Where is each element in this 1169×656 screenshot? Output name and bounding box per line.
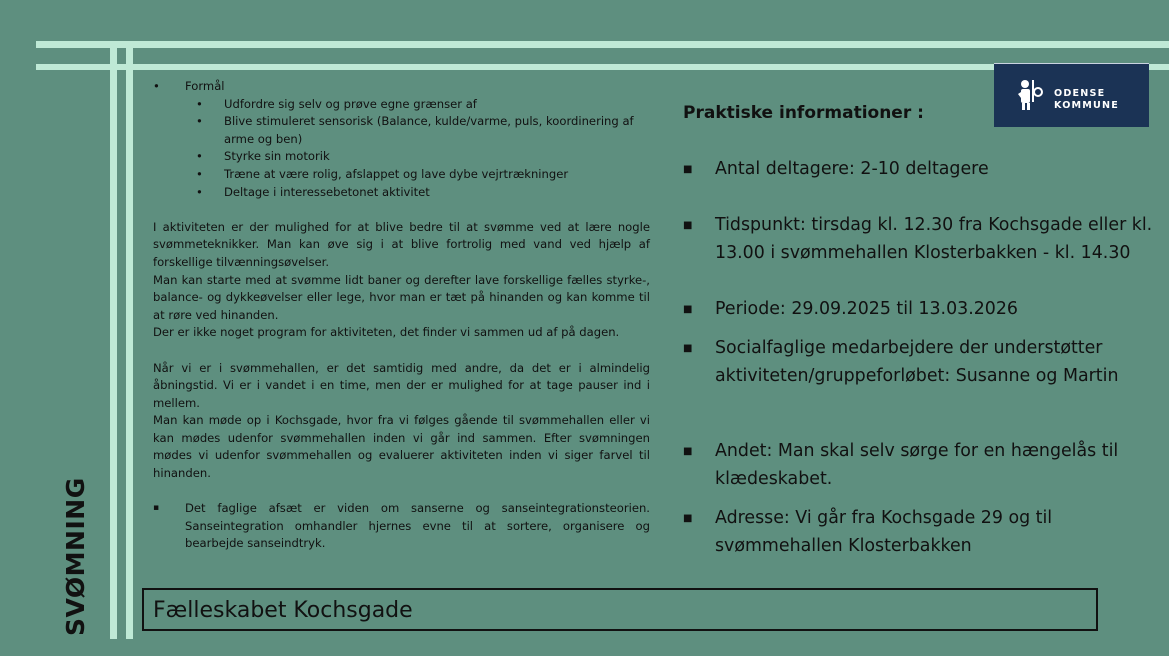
left-frame-line-1 bbox=[110, 41, 117, 639]
practical-info bbox=[683, 100, 1163, 556]
info-item-address: ■ Adresse: Vi går fra Kochsgade 29 og til svømmehallen Klosterbakken bbox=[683, 505, 1167, 560]
purpose-item: • Deltage i interessebetonet aktivitet bbox=[153, 184, 650, 202]
side-title: SVØMNING bbox=[61, 477, 90, 636]
left-frame-line-2 bbox=[126, 41, 133, 639]
purpose-item: • Træne at være rolig, afslappet og lave dybe vejrtrækninger bbox=[153, 166, 650, 184]
paragraph: Man kan møde op i Kochsgade, hvor fra vi følges gående til svømmehallen eller vi kan mødes udenfor svømmehallen inden vi går ind sammen. Efter svømningen mødes vi udenfor svømmehallen og evaluerer aktiviteten inden vi siger farvel til hinanden. bbox=[153, 413, 650, 481]
footer-box bbox=[142, 588, 1098, 631]
paragraph: Når vi er i svømmehallen, er det samtidig med andre, da det er i almindelig åbningstid. Vi er i vandet i en time, men der er mulighed for at tage pauser ind i mellem. bbox=[153, 360, 650, 410]
purpose-item: • Styrke sin motorik bbox=[153, 148, 650, 166]
purpose-heading: • Formål bbox=[153, 78, 650, 96]
paragraph: Der er ikke noget program for aktiviteten, det finder vi sammen ud af på dagen. bbox=[153, 325, 620, 340]
logo-line-1: ODENSE bbox=[1054, 88, 1106, 99]
info-item-period: ■ Periode: 29.09.2025 til 13.03.2026 bbox=[683, 296, 1167, 324]
info-item-time: ■ Tidspunkt: tirsdag kl. 12.30 fra Kochsgade eller kl. 13.00 i svømmehallen Klosterbakken - kl. 14.30 bbox=[683, 212, 1167, 267]
paragraph: Man kan starte med at svømme lidt baner og derefter lave forskellige fælles styrke-, balance- og dykkeøvelser eller lege, hvor man er tæt på hinanden og kan komme til at røre ved hinanden. bbox=[153, 272, 650, 322]
info-item-participants: ■ Antal deltagere: 2-10 deltagere bbox=[683, 156, 1167, 184]
activity-description bbox=[153, 78, 650, 553]
top-frame-line bbox=[36, 41, 1169, 48]
purpose-item: • Udfordre sig selv og prøve egne grænser af bbox=[153, 96, 650, 114]
purpose-item: • Blive stimuleret sensorisk (Balance, kulde/varme, puls, koordinering af arme og ben) bbox=[153, 113, 650, 148]
theory-bullet: ▪ Det faglige afsæt er viden om sanserne og sanseintegrationsteorien. Sanseintegration omhandler hjernes evne til at sortere, organisere og bearbejde sanseindtryk. bbox=[153, 500, 650, 553]
logo-line-2: KOMMUNE bbox=[1054, 100, 1120, 111]
info-item-other: ■ Andet: Man skal selv sørge for en hængelås til klædeskabet. bbox=[683, 438, 1167, 493]
info-item-staff: ■ Socialfaglige medarbejdere der understøtter aktiviteten/gruppeforløbet: Susanne og Martin bbox=[683, 335, 1167, 390]
footer-text: Fælleskabet Kochsgade bbox=[153, 598, 413, 623]
practical-info-title: Praktiske informationer : bbox=[683, 103, 924, 123]
paragraph: I aktiviteten er der mulighed for at blive bedre til at svømme ved at lære nogle svømmeteknikker. Man kan øve sig i at blive fortrolig med vand ved hjælp af forskellige tilvænningsøvelser. bbox=[153, 219, 650, 269]
